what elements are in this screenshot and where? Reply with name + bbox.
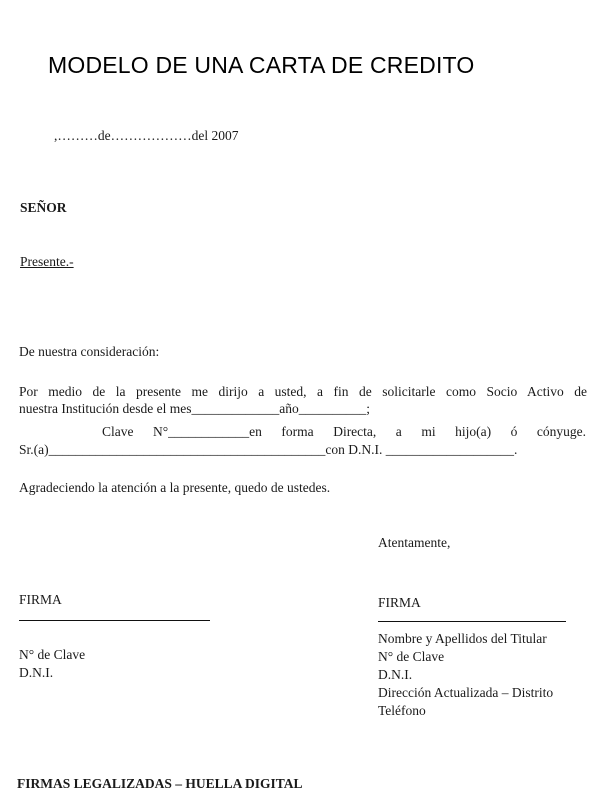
paragraph-line-1: Por medio de la presente me dirijo a usted, a fin de solicitarle como Socio Activo de <box>19 384 587 399</box>
greeting-line: De nuestra consideración: <box>19 344 160 359</box>
paragraph-line-2: nuestra Institución desde el mes_____________año__________; <box>19 401 370 416</box>
left-clave-label: N° de Clave <box>19 647 86 662</box>
paragraph-line-3: Clave N°____________en forma Directa, a mi hijo(a) ó cónyuge. <box>102 424 586 439</box>
left-signature-line <box>19 620 210 621</box>
right-nombre-label: Nombre y Apellidos del Titular <box>378 631 547 646</box>
date-line: ,………de………………del 2007 <box>54 128 239 143</box>
document-title: MODELO DE UNA CARTA DE CREDITO <box>48 52 475 78</box>
right-firma-label: FIRMA <box>378 595 421 610</box>
footer-legalization: FIRMAS LEGALIZADAS – HUELLA DIGITAL <box>17 776 303 791</box>
closing-line: Agradeciendo la atención a la presente, quedo de ustedes. <box>19 480 331 495</box>
paragraph-line-4: Sr.(a)_________________________________________con D.N.I. ___________________. <box>19 442 518 457</box>
left-firma-label: FIRMA <box>19 592 62 607</box>
recipient-salutation: SEÑOR <box>20 200 67 215</box>
right-dni-label: D.N.I. <box>378 667 413 682</box>
right-signature-line <box>378 621 566 622</box>
left-dni-label: D.N.I. <box>19 665 54 680</box>
right-clave-label: N° de Clave <box>378 649 445 664</box>
right-direccion-label: Dirección Actualizada – Distrito <box>378 685 554 700</box>
presente-label: Presente.- <box>20 254 74 269</box>
atentamente-label: Atentamente, <box>378 535 451 550</box>
right-telefono-label: Teléfono <box>378 703 426 718</box>
